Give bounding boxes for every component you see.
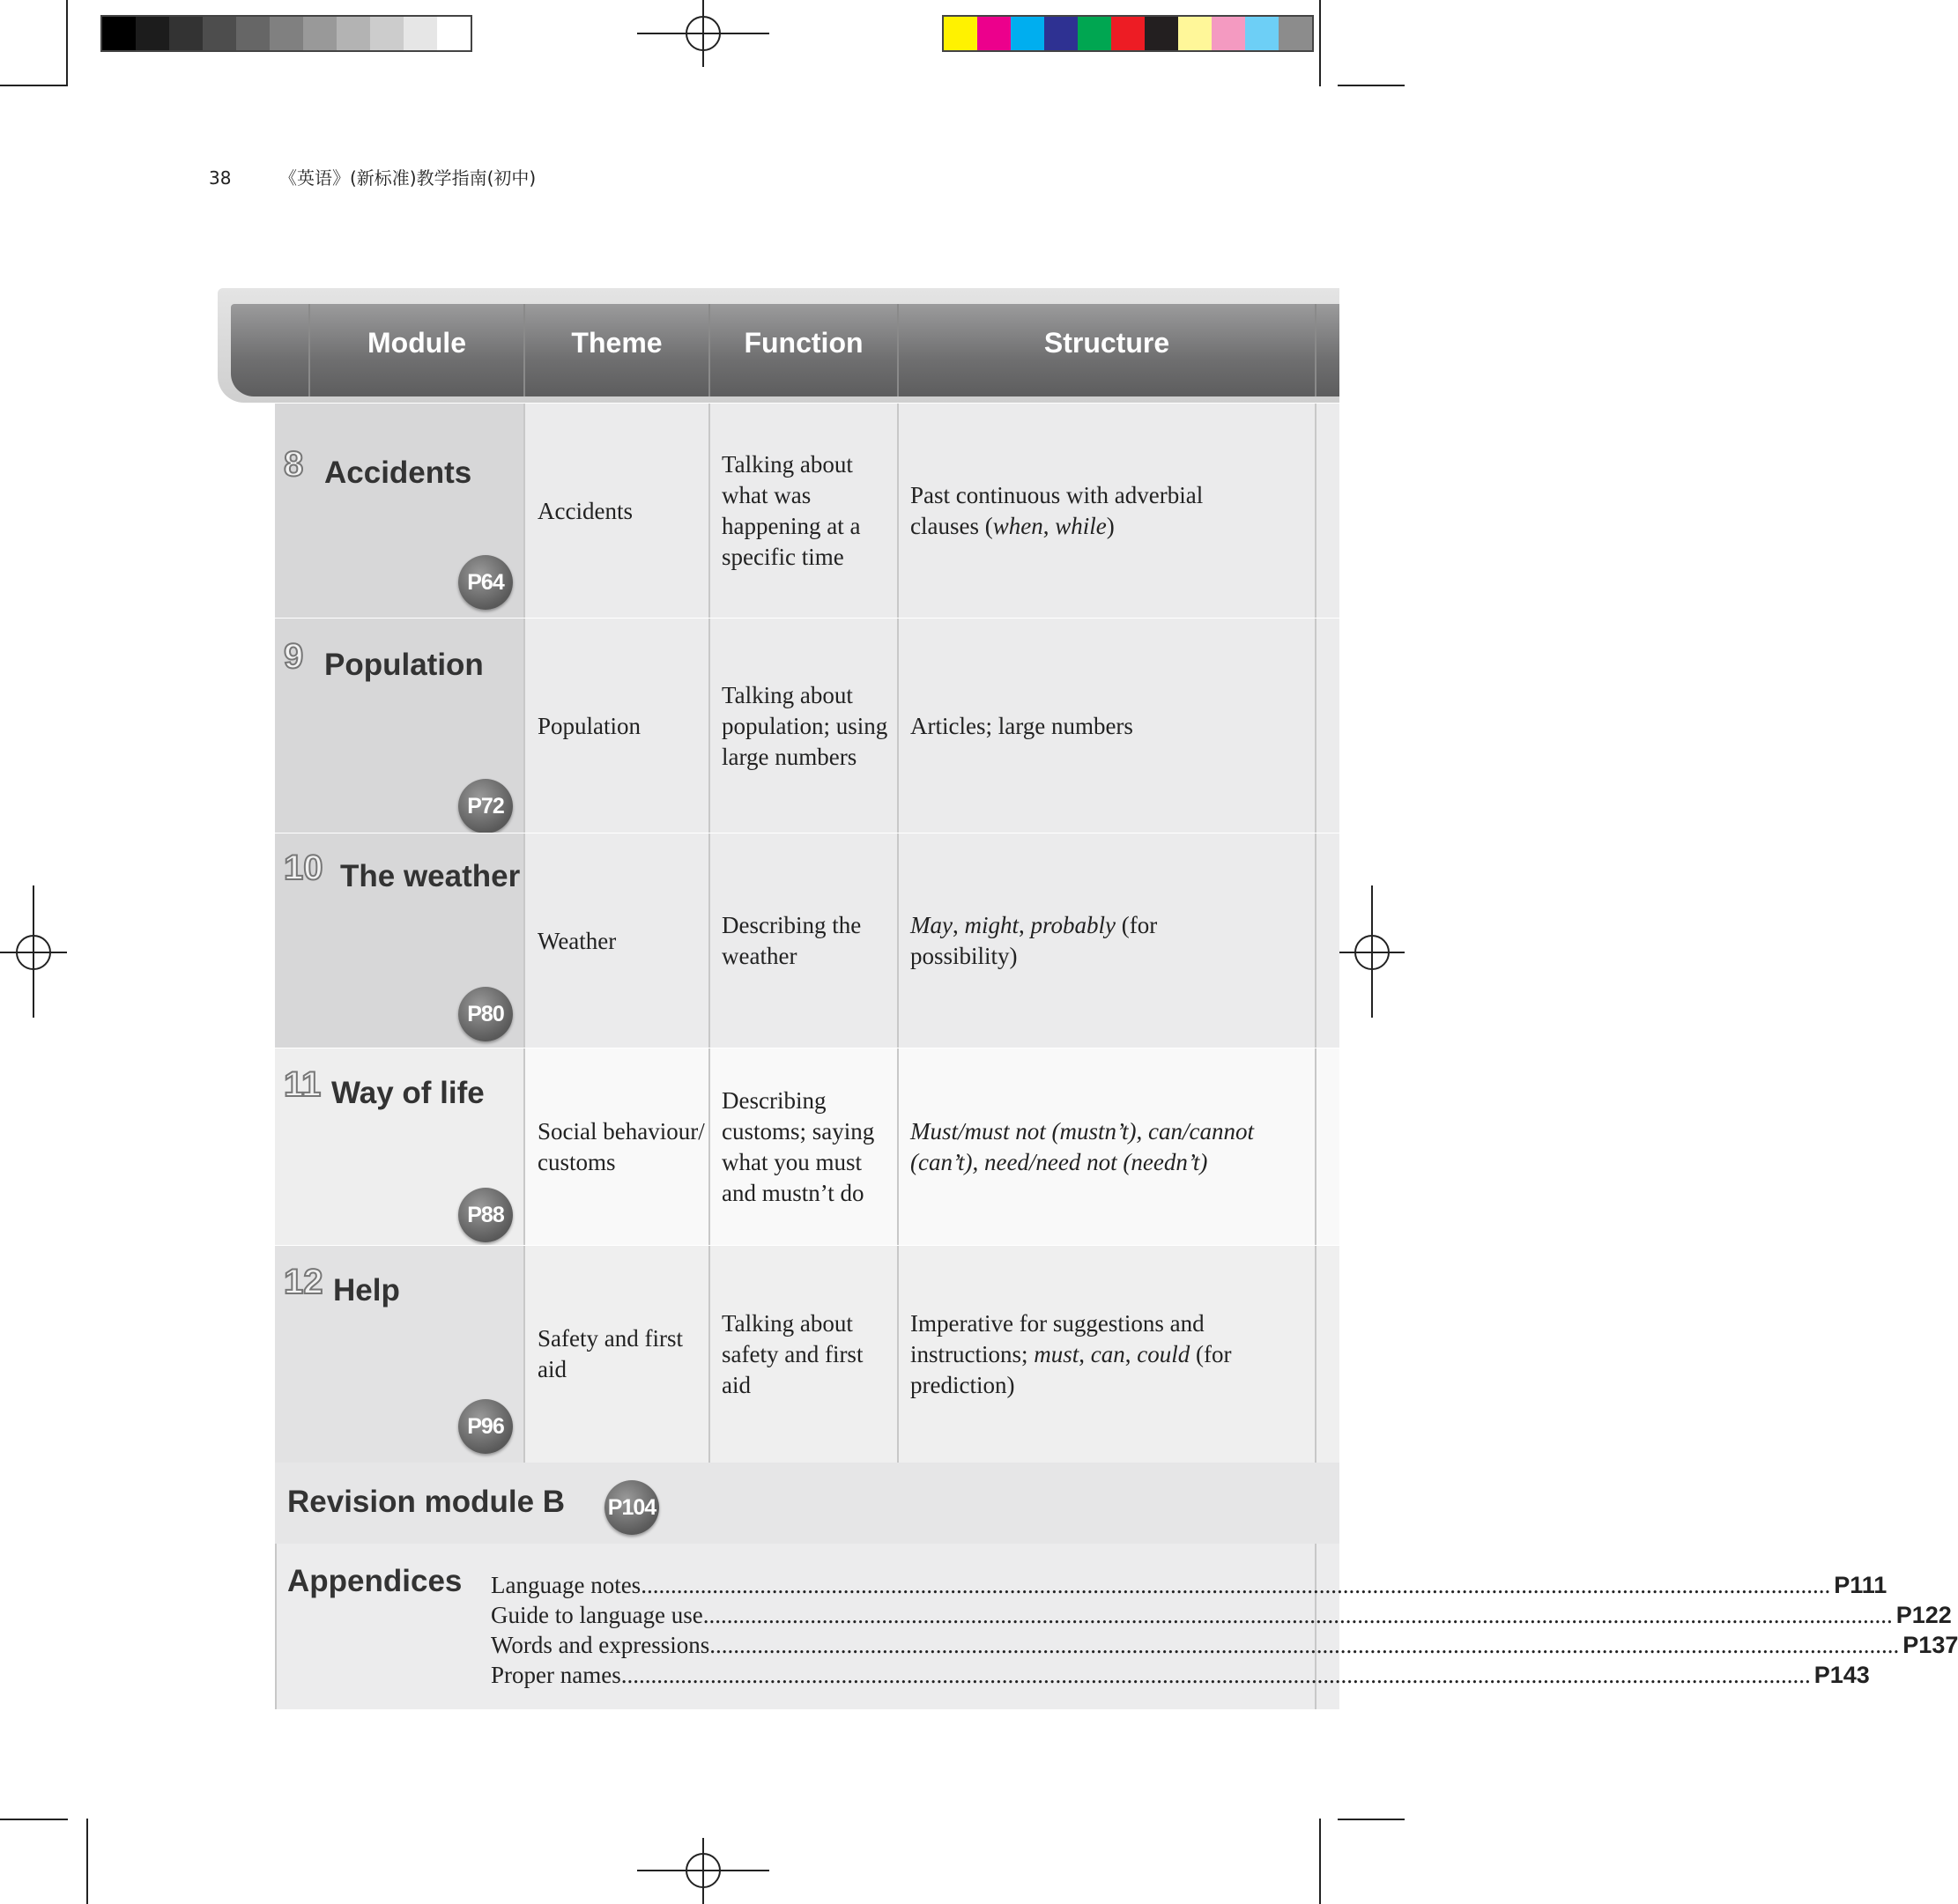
theme-cell	[523, 1048, 708, 1246]
revision-row	[275, 1463, 1339, 1544]
structure-cell	[897, 404, 1315, 619]
column-divider	[708, 1246, 710, 1463]
column-divider	[897, 1246, 899, 1463]
module-cell	[275, 833, 523, 1048]
function-cell	[708, 833, 897, 1048]
module-cell	[275, 1048, 523, 1246]
header-function: Function	[744, 326, 864, 359]
structure-cell	[897, 1048, 1315, 1246]
column-divider	[708, 404, 710, 619]
revision-label: Revision module B	[287, 1485, 566, 1519]
module-cell	[275, 404, 523, 619]
page-badge[interactable]: P72	[458, 779, 513, 833]
column-divider	[708, 1048, 710, 1246]
dot-leader: ........................................................................................................................................................................................................	[620, 1662, 1811, 1688]
structure-text: May, might, probably (for possibility)	[910, 912, 1158, 969]
dot-leader: ........................................................................................................................................................................................................	[702, 1602, 1893, 1628]
dot-leader: ........................................................................................................................................................................................................	[709, 1632, 1900, 1658]
column-divider	[1315, 1048, 1316, 1246]
appendix-item[interactable]	[491, 1570, 1888, 1600]
column-divider	[1315, 833, 1316, 1048]
structure-cell	[897, 619, 1315, 833]
column-divider	[523, 404, 525, 619]
page-badge[interactable]: P96	[458, 1399, 513, 1454]
function-cell	[708, 619, 897, 833]
module-title: Population	[324, 648, 484, 682]
appendix-item-label: Language notes	[491, 1572, 642, 1598]
module-row	[275, 833, 1339, 1048]
header-structure: Structure	[1043, 326, 1170, 359]
column-divider	[708, 619, 710, 833]
module-number: 12	[284, 1263, 323, 1301]
gray-swatch	[337, 17, 370, 50]
color-swatch	[1212, 17, 1245, 50]
theme-text: Social behaviour/ customs	[538, 1118, 705, 1175]
page-badge[interactable]: P88	[458, 1188, 513, 1242]
color-swatch	[1245, 17, 1279, 50]
page-badge[interactable]: P80	[458, 987, 513, 1041]
appendix-item[interactable]	[491, 1600, 1952, 1630]
function-cell	[708, 404, 897, 619]
column-divider	[523, 833, 525, 1048]
color-swatch	[1078, 17, 1111, 50]
column-divider	[897, 1048, 899, 1246]
running-head	[209, 164, 536, 189]
header-module: Module	[367, 326, 466, 359]
page-badge[interactable]: P64	[458, 555, 513, 610]
column-divider	[523, 1246, 525, 1463]
structure-text: Must/must not (mustn’t), can/cannot (can’t), need/need not (needn’t)	[910, 1118, 1254, 1175]
color-swatch	[1111, 17, 1145, 50]
header-theme: Theme	[571, 326, 663, 359]
structure-text: Articles; large numbers	[910, 712, 1133, 739]
color-swatch	[1011, 17, 1044, 50]
theme-cell	[523, 404, 708, 619]
structure-text: Past continuous with adverbial clauses (when, while)	[910, 482, 1204, 539]
module-title: Accidents	[324, 456, 472, 490]
function-text: Talking about population; using large numbers	[722, 681, 888, 770]
module-cell	[275, 619, 523, 833]
column-divider	[897, 404, 899, 619]
appendix-item[interactable]	[491, 1630, 1958, 1660]
color-swatch-bar	[942, 15, 1314, 52]
gray-swatch	[236, 17, 270, 50]
appendix-item-page: P143	[1813, 1662, 1870, 1688]
module-title: Way of life	[331, 1076, 485, 1110]
appendix-item-page: P111	[1834, 1572, 1888, 1598]
color-swatch	[1279, 17, 1312, 50]
module-row	[275, 1048, 1339, 1246]
color-swatch	[944, 17, 977, 50]
appendix-item-label: Words and expressions	[491, 1632, 710, 1658]
appendix-item-label: Proper names	[491, 1662, 621, 1688]
theme-cell	[523, 833, 708, 1048]
module-cell	[275, 1246, 523, 1463]
column-divider	[897, 833, 899, 1048]
gray-swatch	[303, 17, 337, 50]
function-text: Talking about what was happening at a specific time	[722, 451, 861, 570]
color-swatch	[1145, 17, 1178, 50]
appendix-item-page: P137	[1902, 1632, 1958, 1658]
function-text: Describing customs; saying what you must and mustn’t do	[722, 1087, 875, 1206]
theme-text: Population	[538, 712, 642, 739]
appendix-item-page: P122	[1895, 1602, 1952, 1628]
module-row	[275, 1246, 1339, 1463]
column-divider	[1315, 404, 1316, 619]
gray-swatch	[270, 17, 303, 50]
color-swatch	[1044, 17, 1078, 50]
dot-leader: ........................................................................................................................................................................................................	[641, 1572, 1831, 1598]
structure-cell	[897, 833, 1315, 1048]
column-divider	[897, 619, 899, 833]
appendix-item-label: Guide to language use	[491, 1602, 703, 1628]
function-cell	[708, 1048, 897, 1246]
function-text: Describing the weather	[722, 912, 862, 969]
module-title: Help	[333, 1273, 400, 1308]
gray-swatch	[169, 17, 203, 50]
structure-cell	[897, 1246, 1315, 1463]
theme-text: Safety and first aid	[538, 1325, 683, 1382]
gray-swatch	[370, 17, 404, 50]
appendices-row	[275, 1544, 1958, 1709]
book-title: 《英语》(新标准)教学指南(初中)	[279, 167, 537, 189]
module-title: The weather	[340, 859, 521, 893]
theme-cell	[523, 1246, 708, 1463]
color-swatch	[1178, 17, 1212, 50]
page-number: 38	[209, 167, 232, 189]
function-text: Talking about safety and first aid	[722, 1309, 864, 1398]
gray-swatch	[437, 17, 471, 50]
gray-swatch	[136, 17, 169, 50]
module-number: 9	[284, 637, 304, 676]
module-number: 8	[284, 445, 304, 484]
appendix-item[interactable]	[491, 1660, 1870, 1690]
function-cell	[708, 1246, 897, 1463]
column-divider	[523, 619, 525, 833]
header-divider	[1315, 304, 1316, 396]
theme-cell	[523, 619, 708, 833]
revision-page-badge[interactable]: P104	[604, 1480, 659, 1535]
module-row	[275, 619, 1339, 833]
appendices-label: Appendices	[287, 1564, 463, 1598]
grayscale-swatch-bar	[100, 15, 472, 52]
column-divider	[1315, 1246, 1316, 1463]
appendices-list	[491, 1570, 1958, 1690]
module-number: 10	[284, 848, 323, 887]
module-row	[275, 404, 1339, 619]
gray-swatch	[102, 17, 136, 50]
column-divider	[523, 1048, 525, 1246]
module-number: 11	[284, 1065, 322, 1104]
structure-text: Imperative for suggestions and instructions; must, can, could (for prediction)	[910, 1309, 1232, 1398]
column-divider	[1315, 619, 1316, 833]
gray-swatch	[404, 17, 437, 50]
color-swatch	[977, 17, 1011, 50]
theme-text: Weather	[538, 927, 617, 954]
gray-swatch	[203, 17, 236, 50]
theme-text: Accidents	[538, 497, 633, 524]
column-divider	[708, 833, 710, 1048]
